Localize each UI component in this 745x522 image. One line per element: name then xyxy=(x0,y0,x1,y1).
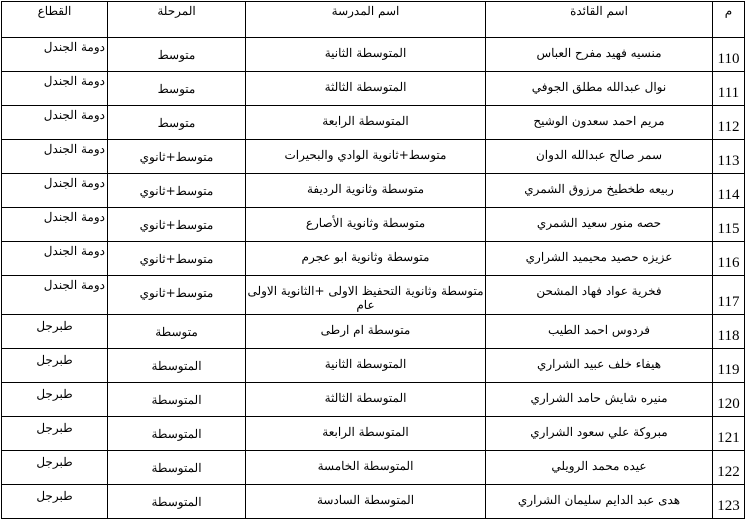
leader-name: مبروكة علي سعود الشراري xyxy=(486,417,713,451)
leader-name: مريم احمد سعدون الوشيح xyxy=(486,106,713,140)
leader-name: ربيعه طخطيخ مرزوق الشمري xyxy=(486,174,713,208)
sector-cell: دومة الجندل xyxy=(2,242,108,276)
sector-cell: دومة الجندل xyxy=(2,174,108,208)
table-row xyxy=(2,451,745,485)
school-name: متوسطة وثانوية التحفيظ الاولى +الثانوية الاولى عام xyxy=(246,276,486,315)
table-row xyxy=(2,38,745,72)
table-row xyxy=(2,174,745,208)
leader-name: سمر صالح عبدالله الدوان xyxy=(486,140,713,174)
stage-cell: المتوسطة xyxy=(108,417,246,451)
table-row xyxy=(2,417,745,451)
stage-cell: متوسط+ثانوي xyxy=(108,140,246,174)
school-name: متوسطة وثانوية الرديفة xyxy=(246,174,486,208)
leader-name: نوال عبدالله مطلق الجوفي xyxy=(486,72,713,106)
leader-name: حصه منور سعيد الشمري xyxy=(486,208,713,242)
sector-cell: دومة الجندل xyxy=(2,140,108,174)
stage-cell: المتوسطة xyxy=(108,349,246,383)
sector-cell: دومة الجندل xyxy=(2,276,108,315)
table-row xyxy=(2,383,745,417)
stage-cell: متوسط xyxy=(108,72,246,106)
stage-cell: متوسط xyxy=(108,106,246,140)
school-name: المتوسطة الثالثة xyxy=(246,383,486,417)
row-number: 123 xyxy=(713,485,745,519)
header-row xyxy=(2,2,745,38)
table-row xyxy=(2,208,745,242)
table-row xyxy=(2,72,745,106)
sector-cell: طبرجل xyxy=(2,417,108,451)
table-row xyxy=(2,485,745,519)
table-row xyxy=(2,106,745,140)
stage-cell: متوسط+ثانوي xyxy=(108,242,246,276)
leader-name: عيده محمد الرويلي xyxy=(486,451,713,485)
sector-cell: طبرجل xyxy=(2,485,108,519)
row-number: 110 xyxy=(713,38,745,72)
school-name: المتوسطة الثانية xyxy=(246,38,486,72)
row-number: 116 xyxy=(713,242,745,276)
school-name: متوسطة ام ارطى xyxy=(246,315,486,349)
stage-cell: المتوسطة xyxy=(108,485,246,519)
row-number: 114 xyxy=(713,174,745,208)
leader-name: هيفاء خلف عبيد الشراري xyxy=(486,349,713,383)
header-school: اسم المدرسة xyxy=(246,2,486,38)
school-name: المتوسطة السادسة xyxy=(246,485,486,519)
row-number: 112 xyxy=(713,106,745,140)
stage-cell: متوسطة xyxy=(108,315,246,349)
sector-cell: طبرجل xyxy=(2,315,108,349)
sector-cell: دومة الجندل xyxy=(2,38,108,72)
row-number: 122 xyxy=(713,451,745,485)
table-row xyxy=(2,315,745,349)
school-name: متوسطة وثانوية ابو عجرم xyxy=(246,242,486,276)
table-row xyxy=(2,349,745,383)
leader-name: منيره شايش حامد الشراري xyxy=(486,383,713,417)
sector-cell: دومة الجندل xyxy=(2,106,108,140)
leader-name: منسيه فهيد مفرح العباس xyxy=(486,38,713,72)
table-row xyxy=(2,242,745,276)
stage-cell: متوسط xyxy=(108,38,246,72)
row-number: 113 xyxy=(713,140,745,174)
stage-cell: متوسط+ثانوي xyxy=(108,174,246,208)
sector-cell: دومة الجندل xyxy=(2,72,108,106)
school-name: المتوسطة الثالثة xyxy=(246,72,486,106)
stage-cell: متوسط+ثانوي xyxy=(108,208,246,242)
sector-cell: طبرجل xyxy=(2,349,108,383)
leader-name: فردوس احمد الطيب xyxy=(486,315,713,349)
stage-cell: المتوسطة xyxy=(108,383,246,417)
row-number: 119 xyxy=(713,349,745,383)
table-body xyxy=(2,38,745,519)
leader-name: هدى عبد الدايم سليمان الشراري xyxy=(486,485,713,519)
school-name: المتوسطة الخامسة xyxy=(246,451,486,485)
row-number: 118 xyxy=(713,315,745,349)
header-num: م xyxy=(713,2,745,38)
row-number: 121 xyxy=(713,417,745,451)
row-number: 115 xyxy=(713,208,745,242)
school-name: متوسطة وثانوية الأصارع xyxy=(246,208,486,242)
school-name: متوسط+ثانوية الوادي والبحيرات xyxy=(246,140,486,174)
school-name: المتوسطة الثانية xyxy=(246,349,486,383)
sector-cell: طبرجل xyxy=(2,451,108,485)
stage-cell: المتوسطة xyxy=(108,451,246,485)
leader-name: عزيزه حصيد محيميد الشراري xyxy=(486,242,713,276)
school-name: المتوسطة الرابعة xyxy=(246,106,486,140)
row-number: 120 xyxy=(713,383,745,417)
leader-name: فخرية عواد فهاد المشحن xyxy=(486,276,713,315)
stage-cell: متوسط+ثانوي xyxy=(108,276,246,315)
table-row xyxy=(2,276,745,315)
leaders-table xyxy=(1,1,745,519)
header-sector: القطاع xyxy=(2,2,108,38)
header-stage: المرحلة xyxy=(108,2,246,38)
header-leader: اسم القائدة xyxy=(486,2,713,38)
school-name: المتوسطة الرابعة xyxy=(246,417,486,451)
table-header xyxy=(2,2,745,38)
row-number: 117 xyxy=(713,276,745,315)
sector-cell: دومة الجندل xyxy=(2,208,108,242)
sector-cell: طبرجل xyxy=(2,383,108,417)
row-number: 111 xyxy=(713,72,745,106)
table-row xyxy=(2,140,745,174)
